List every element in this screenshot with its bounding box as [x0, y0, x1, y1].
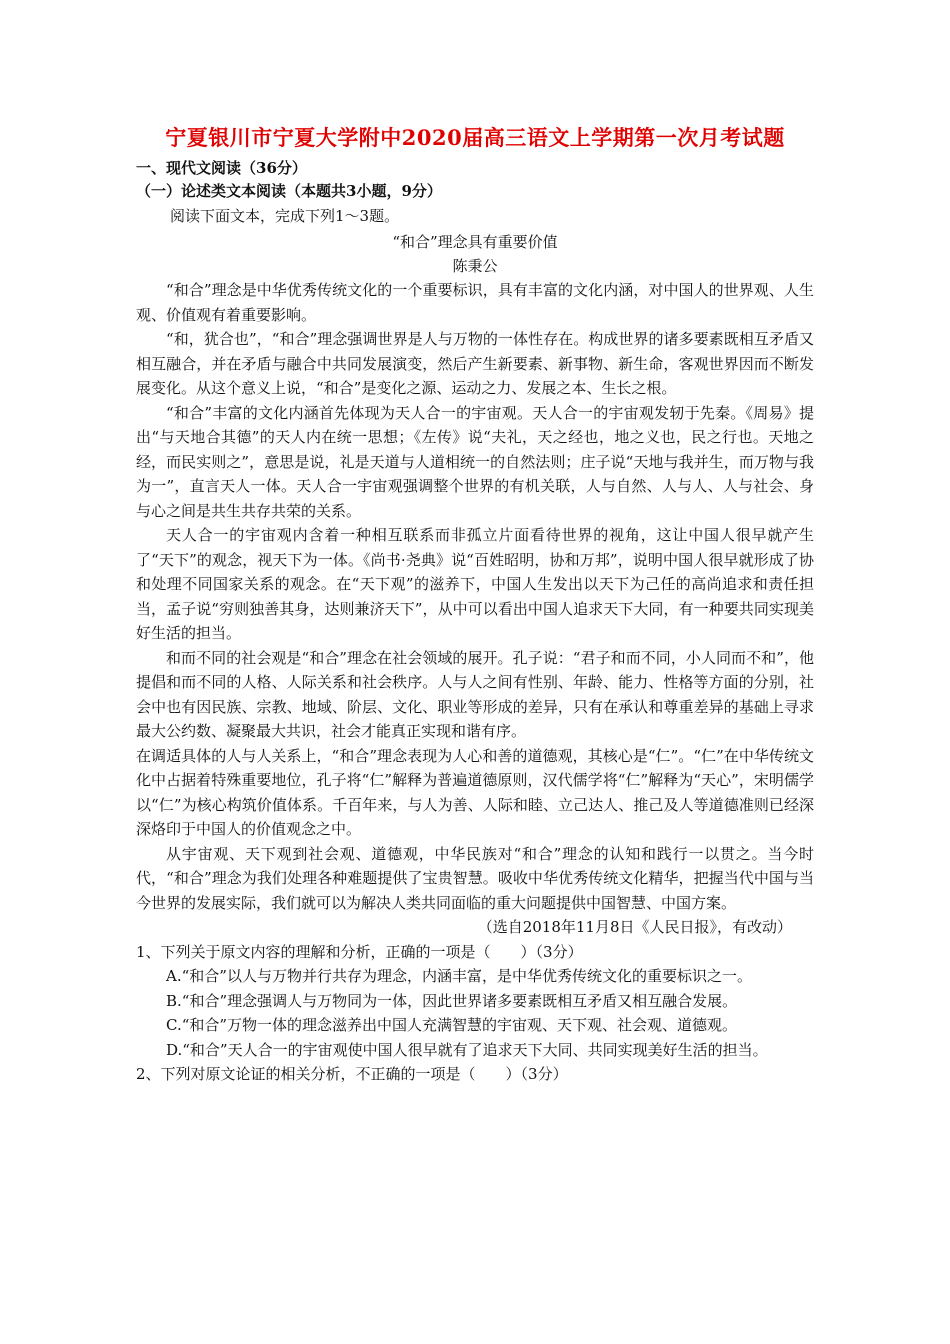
section-heading: 一、现代文阅读（36分）	[136, 159, 307, 177]
article-paragraph: 从宇宙观、天下观到社会观、道德观，中华民族对“和合”理念的认知和践行一以贯之。当今时代，“和合”理念为我们处理各种难题提供了宝贵智慧。吸收中华优秀传统文化精华，把握当代中国与当今世界的发展实际，我们就可以为解决人类共同面临的重大问题提供中国智慧、中国方案。	[136, 844, 814, 912]
article-paragraph: 在调适具体的人与人关系上，“和合”理念表现为人心和善的道德观，其核心是“仁”。“仁”在中华传统文化中占据着特殊重要地位，孔子将“仁”解释为普遍道德原则，汉代儒学将“仁”解释为“天心”，宋明儒学以“仁”为核心构筑价值体系。千百年来，与人为善、人际和睦、立己达人、推己及人等道德准则已经深深烙印于中国人的价值观念之中。	[136, 746, 814, 838]
subsection-heading: （一）论述类文本阅读（本题共3小题，9分）	[136, 182, 442, 200]
question-stem: 1、下列关于原文内容的理解和分析，正确的一项是（ ）（3分）	[136, 942, 583, 961]
question-stem: 2、下列对原文论证的相关分析，不正确的一项是（ ）（3分）	[136, 1065, 568, 1083]
question-option: A.“和合”以人与万物并行共存为理念，内涵丰富，是中华优秀传统文化的重要标识之一。	[166, 967, 752, 985]
question-option: B.“和合”理念强调人与万物同为一体，因此世界诸多要素既相互矛盾又相互融合发展。	[166, 991, 738, 1010]
article-source: （选自2018年11月8日《人民日报》，有改动）	[477, 918, 792, 936]
article-paragraph: 天人合一的宇宙观内含着一种相互联系而非孤立片面看待世界的视角，这让中国人很早就产生了“天下”的观念，视天下为一体。《尚书·尧典》说“百姓昭明，协和万邦”，说明中国人很早就形成了协和处理不同国家关系的观念。在“天下观”的滋养下，中国人生发出以天下为己任的高尚追求和责任担当，孟子说“穷则独善其身，达则兼济天下”，从中可以看出中国人追求天下大同，有一种要共同实现美好生活的担当。	[136, 526, 814, 642]
reading-instruction: 阅读下面文本，完成下列1～3题。	[170, 207, 400, 225]
article-body	[136, 278, 814, 1087]
question-option: D.“和合”天人合一的宇宙观使中国人很早就有了追求天下大同、共同实现美好生活的担当。	[166, 1040, 768, 1059]
article-paragraph: 和而不同的社会观是“和合”理念在社会领域的展开。孔子说：“君子和而不同，小人同而不和”，他提倡和而不同的人格、人际关系和社会秩序。人与人之间有性别、年龄、能力、性格等方面的分别，社会中也有因民族、宗教、地域、阶层、文化、职业等形成的差异，只有在承认和尊重差异的基础上寻求最大公约数、凝聚最大共识，社会才能真正实现和谐有序。	[136, 648, 814, 740]
article-paragraph: “和合”理念是中华优秀传统文化的一个重要标识，具有丰富的文化内涵，对中国人的世界观、人生观、价值观有着重要影响。	[136, 281, 814, 324]
question-option: C.“和合”万物一体的理念滋养出中国人充满智慧的宇宙观、天下观、社会观、道德观。	[166, 1016, 738, 1034]
article-paragraph: “和合”丰富的文化内涵首先体现为天人合一的宇宙观。天人合一的宇宙观发轫于先秦。《周易》提出“与天地合其德”的天人内在统一思想；《左传》说“夫礼，天之经也，地之义也，民之行也。天地之经，而民实则之”，意思是说，礼是天道与人道相统一的自然法则；庄子说“天地与我并生，而万物与我为一”，直言天人一体。天人合一宇宙观强调整个世界的有机关联，人与自然、人与人、人与社会、身与心之间是共生共存共荣的关系。	[136, 403, 814, 520]
article-paragraph: “和，犹合也”，“和合”理念强调世界是人与万物的一体性存在。构成世界的诸多要素既相互矛盾又相互融合，并在矛盾与融合中共同发展演变，然后产生新要素、新事物、新生命，客观世界因而不断发展变化。从这个意义上说，“和合”是变化之源、运动之力、发展之本、生长之根。	[136, 330, 814, 397]
exam-title: 宁夏银川市宁夏大学附中2020届高三语文上学期第一次月考试题	[165, 125, 785, 150]
article-title: “和合”理念具有重要价值	[392, 233, 558, 251]
article-author: 陈秉公	[452, 257, 498, 275]
